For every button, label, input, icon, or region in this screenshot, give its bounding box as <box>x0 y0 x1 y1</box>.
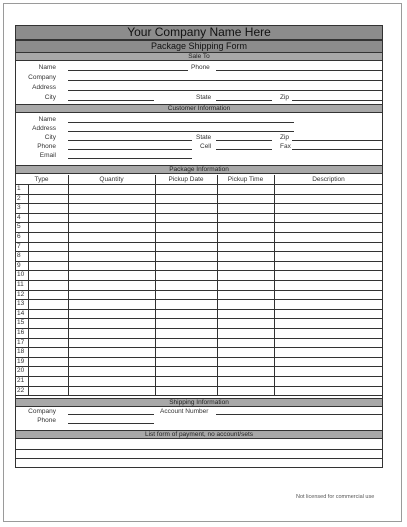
column-divider <box>274 175 275 396</box>
sold-to-zip-label: Zip <box>280 94 290 101</box>
row-number: 10 <box>17 271 25 279</box>
row-number: 14 <box>17 309 25 317</box>
customer-fax-label: Fax <box>280 143 291 150</box>
sold-to-header: Sale To <box>15 52 383 61</box>
column-header-pickup-date: Pickup Date <box>168 176 204 183</box>
row-number: 3 <box>17 204 21 212</box>
column-header-quantity: Quantity <box>99 176 124 183</box>
payment-line[interactable] <box>15 458 383 459</box>
row-number-divider <box>28 184 29 396</box>
customer-zip-label: Zip <box>280 134 290 141</box>
sold-to-phone-field[interactable] <box>216 70 382 71</box>
table-row[interactable] <box>15 251 383 252</box>
row-number: 2 <box>17 194 21 202</box>
row-number: 4 <box>17 213 21 221</box>
customer-cell-label: Cell <box>200 143 212 150</box>
table-row[interactable] <box>15 386 383 387</box>
shipping-phone-field[interactable] <box>68 423 154 424</box>
row-number: 6 <box>17 233 21 240</box>
customer-name-label: Name <box>38 116 56 123</box>
table-row[interactable] <box>15 318 383 319</box>
sold-to-company-label: Company <box>28 74 56 81</box>
row-number: 20 <box>17 367 25 375</box>
customer-cell-field[interactable] <box>216 149 272 150</box>
customer-state-field[interactable] <box>216 140 272 141</box>
sold-to-name-label: Name <box>38 64 56 71</box>
row-number: 19 <box>17 357 25 365</box>
row-number: 7 <box>17 242 21 250</box>
table-row[interactable] <box>15 328 383 329</box>
table-row[interactable] <box>15 194 383 195</box>
sold-to-company-field[interactable] <box>68 80 382 81</box>
row-number: 11 <box>17 281 24 288</box>
row-number: 17 <box>17 338 25 346</box>
table-row[interactable] <box>15 338 383 339</box>
table-row[interactable] <box>15 280 383 281</box>
sold-to-city-label: City <box>44 94 56 101</box>
row-number: 16 <box>17 329 25 336</box>
shipping-company-label: Company <box>28 408 56 415</box>
column-header-type: Type <box>34 176 49 183</box>
table-row[interactable] <box>15 376 383 377</box>
customer-phone-field[interactable] <box>68 149 192 150</box>
customer-header: Customer Information <box>15 104 383 113</box>
customer-name-field[interactable] <box>68 122 294 123</box>
company-title: Your Company Name Here <box>15 25 383 40</box>
sold-to-name-field[interactable] <box>68 70 188 71</box>
customer-address-label: Address <box>32 125 56 132</box>
table-row[interactable] <box>15 347 383 348</box>
sold-to-address-label: Address <box>32 84 56 91</box>
customer-email-label: Email <box>39 152 56 159</box>
table-row[interactable] <box>15 203 383 204</box>
column-divider <box>155 175 156 396</box>
customer-phone-label: Phone <box>37 143 56 150</box>
customer-address-field[interactable] <box>68 131 294 132</box>
column-header-description: Description <box>312 176 345 183</box>
table-row[interactable] <box>15 309 383 310</box>
column-header-pickup-time: Pickup Time <box>227 176 264 183</box>
payment-header: List form of payment, no account/sets <box>15 430 383 439</box>
table-row[interactable] <box>15 366 383 367</box>
customer-city-field[interactable] <box>68 140 192 141</box>
customer-city-label: City <box>44 134 56 141</box>
payment-line[interactable] <box>15 449 383 450</box>
table-row[interactable] <box>15 290 383 291</box>
shipping-account-label: Account Number <box>160 408 209 415</box>
customer-zip-field[interactable] <box>292 140 382 141</box>
row-number: 12 <box>17 290 25 298</box>
table-row[interactable] <box>15 232 383 233</box>
form-title: Package Shipping Form <box>15 40 383 52</box>
row-number: 5 <box>17 223 21 231</box>
row-number: 1 <box>17 185 21 192</box>
table-row[interactable] <box>15 270 383 271</box>
table-header-rule <box>15 184 383 185</box>
row-number: 8 <box>17 252 21 260</box>
row-number: 15 <box>17 319 25 327</box>
customer-fax-field[interactable] <box>292 149 382 150</box>
column-divider <box>68 175 69 396</box>
table-row[interactable] <box>15 261 383 262</box>
sold-to-state-label: State <box>196 94 212 101</box>
table-row[interactable] <box>15 299 383 300</box>
table-row[interactable] <box>15 242 383 243</box>
row-number: 22 <box>17 386 25 394</box>
customer-email-field[interactable] <box>68 158 192 159</box>
sold-to-phone-label: Phone <box>191 64 210 71</box>
shipping-phone-label: Phone <box>37 417 56 424</box>
customer-state-label: State <box>196 134 212 141</box>
package-header: Package Information <box>15 165 383 174</box>
table-row[interactable] <box>15 395 383 396</box>
sold-to-city-field[interactable] <box>68 100 154 101</box>
footer-note: Not licensed for commercial use <box>296 494 375 500</box>
row-number: 9 <box>17 261 21 269</box>
table-row[interactable] <box>15 357 383 358</box>
table-row[interactable] <box>15 213 383 214</box>
shipping-company-field[interactable] <box>68 414 154 415</box>
shipping-header: Shipping Information <box>15 398 383 407</box>
row-number: 13 <box>17 300 25 308</box>
shipping-account-field[interactable] <box>216 414 382 415</box>
row-number: 18 <box>17 348 25 356</box>
table-row[interactable] <box>15 222 383 223</box>
column-divider <box>217 175 218 396</box>
sold-to-zip-field[interactable] <box>292 100 382 101</box>
row-number: 21 <box>17 377 25 384</box>
sold-to-address-field[interactable] <box>68 90 382 91</box>
sold-to-state-field[interactable] <box>216 100 272 101</box>
